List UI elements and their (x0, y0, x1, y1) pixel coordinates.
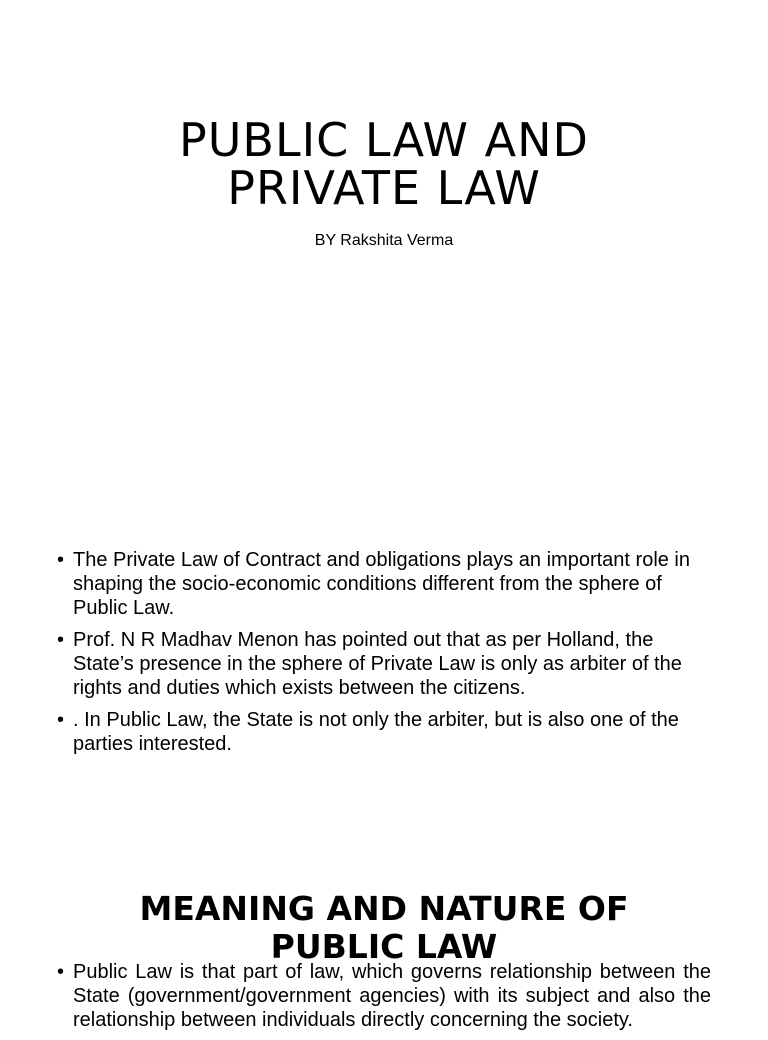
section-heading (0, 890, 768, 966)
bullet-item: • . In Public Law, the State is not only the arbiter, but is also one of the parties interested. (57, 708, 711, 756)
bullet-item: • The Private Law of Contract and obligations plays an important role in shaping the socio-economic conditions different from the sphere of Public Law. (57, 548, 711, 620)
bullet-item: • Public Law is that part of law, which governs relationship between the State (government/government agencies) with its subject and also the relationship between individuals directly concerning the society. (57, 960, 711, 1032)
slide-title (0, 113, 768, 215)
bullet-item: • Prof. N R Madhav Menon has pointed out that as per Holland, the State’s presence in the sphere of Private Law is only as arbiter of the rights and duties which exists between the citizens. (57, 628, 711, 700)
bullet-list (57, 548, 711, 764)
slide-subtitle: BY Rakshita Verma (314, 232, 454, 249)
bullet-list (57, 960, 711, 1040)
section-heading-line2: PUBLIC LAW (270, 927, 498, 966)
slide-title-line1: PUBLIC LAW AND (179, 113, 589, 167)
slide-title-line2: PRIVATE LAW (227, 161, 541, 215)
section-heading-line1: MEANING AND NATURE OF (139, 889, 629, 928)
